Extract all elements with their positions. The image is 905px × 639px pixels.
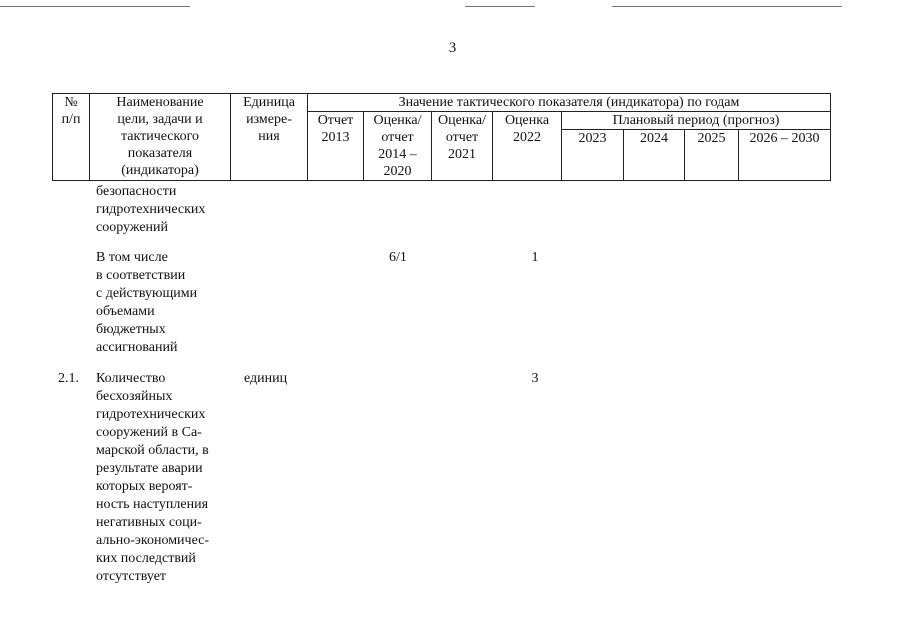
indicator-table-header (52, 93, 831, 181)
header-2014-2020: Оценка/ отчет 2014 – 2020 (364, 112, 432, 181)
scan-edge-line (612, 6, 842, 7)
row-subtotal-value-2014-2020: 6/1 (389, 250, 407, 265)
scan-edge-line (0, 6, 190, 7)
scan-edge-line (465, 6, 535, 7)
row-2-1-number: 2.1. (58, 371, 79, 386)
header-2024: 2024 (624, 130, 685, 181)
header-values-group: Значение тактического показателя (индикатора) по годам (308, 94, 831, 112)
header-name: Наименование цели, задачи и тактического показателя (индикатора) (90, 94, 231, 181)
header-2013: Отчет 2013 (308, 112, 364, 181)
page-number: 3 (448, 40, 457, 56)
header-2023: 2023 (562, 130, 624, 181)
row-2-1-unit: единиц (244, 371, 288, 386)
header-unit: Единица измере- ния (231, 94, 308, 181)
header-2022: Оценка 2022 (493, 112, 562, 181)
row-2-1-name: Количество бесхозяйных гидротехнических сооружений в Са- марской области, в результате аварии которых вероят- ность наступления негативных соци- ально-экономичес- ких последствий отсутствует (96, 371, 210, 584)
header-2025: 2025 (685, 130, 739, 181)
header-number: № п/п (53, 94, 90, 181)
header-plan-period: Плановый период (прогноз) (562, 112, 831, 130)
header-2021: Оценка/ отчет 2021 (432, 112, 493, 181)
row-subtotal-name: В том числе в соответствии с действующими объемами бюджетных ассигнований (96, 250, 198, 355)
row-continuation-name: безопасности гидротехнических сооружений (96, 184, 206, 235)
header-2026-2030: 2026 – 2030 (739, 130, 831, 181)
row-2-1-value-2022: 3 (531, 371, 539, 386)
row-subtotal-value-2022: 1 (531, 250, 539, 265)
